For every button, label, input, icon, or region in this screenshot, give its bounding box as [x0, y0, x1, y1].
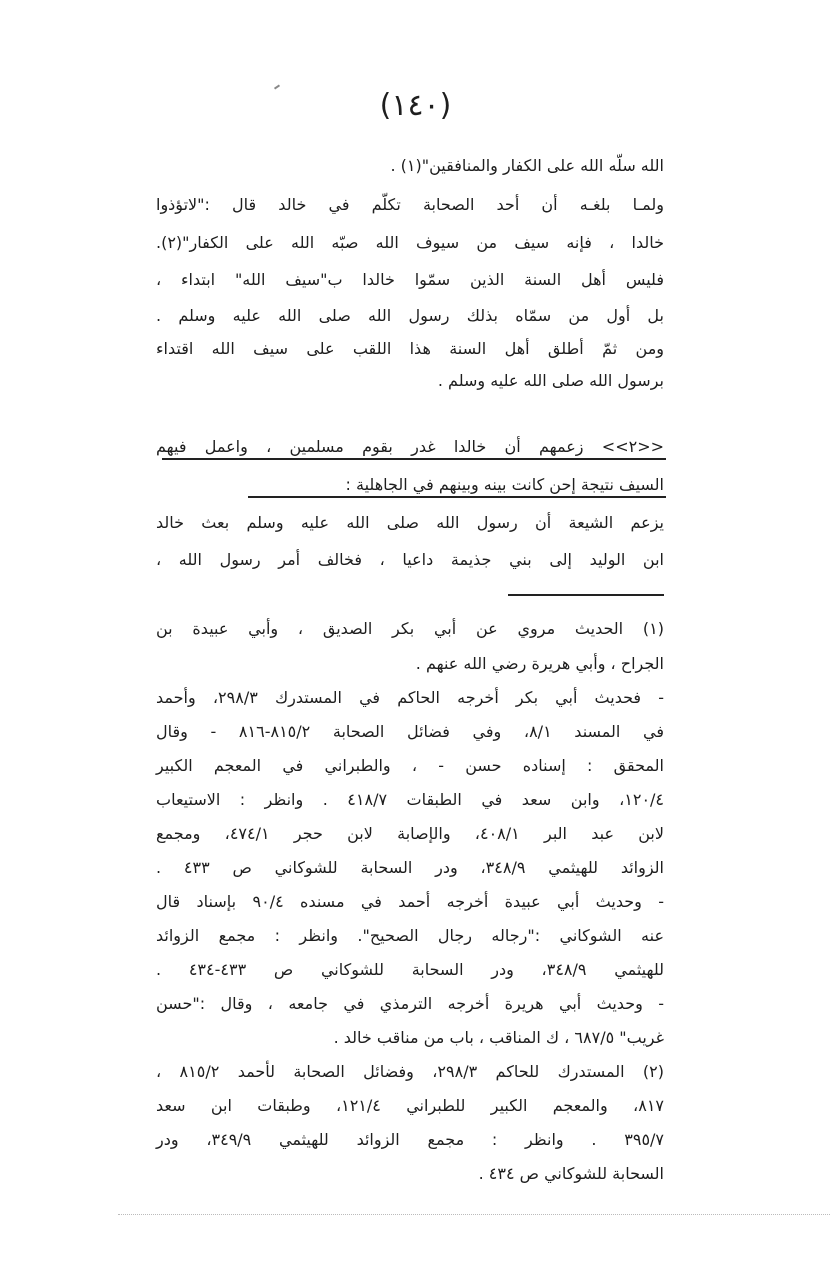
page-number: (١٤٠) — [379, 88, 452, 123]
section-heading-line: السيف نتيجة إحن كانت بينه وبينهم في الجاهلية : — [345, 475, 664, 494]
footnote-line: الزوائد للهيثمي ٣٤٨/٩، ودر السحابة للشوكاني ص ٤٣٣ . — [156, 858, 665, 877]
body-line: بل أول من سمّاه بذلك رسول الله صلى الله عليه وسلم . — [156, 306, 664, 325]
footnote-line: (٢) المستدرك للحاكم ٢٩٨/٣، وفضائل الصحابة لأحمد ٨١٥/٢ ، — [156, 1062, 665, 1081]
body-line: فليس أهل السنة الذين سمّوا خالدا ب"سيف الله" ابتداء ، — [156, 270, 664, 289]
footnote-line: - فحديث أبي بكر أخرجه الحاكم في المستدرك ٢٩٨/٣، وأحمد — [156, 688, 664, 707]
footnote-line: - وحديث أبي عبيدة أخرجه أحمد في مسنده ٩٠/٤ بإسناد قال — [156, 892, 664, 911]
footnote-line: في المسند ٨/١، وفي فضائل الصحابة ٨١٥/٢-٨١٦ - وقال — [156, 722, 664, 741]
section-heading-line: <<٢>> زعمهم أن خالدا غدر بقوم مسلمين ، واعمل فيهم — [156, 437, 664, 456]
footnote-line: عنه الشوكاني :"رجاله رجال الصحيح". وانظر : مجمع الزوائد — [156, 926, 664, 945]
section-line: ابن الوليد إلى بني جذيمة داعيا ، فخالف أمر رسول الله ، — [156, 550, 664, 569]
scan-edge-dots — [118, 1214, 831, 1216]
section-line: يزعم الشيعة أن رسول الله صلى الله عليه وسلم بعث خالد — [156, 513, 664, 532]
footnote-line: لابن عبد البر ٤٠٨/١، والإصابة لابن حجر ٤٧٤/١، ومجمع — [156, 824, 664, 843]
body-line: برسول الله صلى الله عليه وسلم . — [437, 371, 664, 390]
footnote-line: السحابة للشوكاني ص ٤٣٤ . — [478, 1164, 664, 1183]
footnote-line: الجراح ، وأبي هريرة رضي الله عنهم . — [415, 654, 664, 673]
body-line: ومن ثمّ أطلق أهل السنة هذا اللقب على سيف الله اقتداء — [156, 339, 664, 358]
footnote-line: غريب" ٦٨٧/٥ ، ك المناقب ، باب من مناقب خالد . — [333, 1028, 664, 1047]
footnote-line: (١) الحديث مروي عن أبي بكر الصديق ، وأبي عبيدة بن — [156, 619, 664, 638]
footnote-separator — [508, 594, 664, 596]
body-line: ولمـا بلغـه أن أحد الصحابة تكلّم في خالد قال :"لاتؤذوا — [156, 195, 664, 214]
heading-underline — [248, 496, 666, 498]
footnote-line: - وحديث أبي هريرة أخرجه الترمذي في جامعه ، وقال :"حسن — [156, 994, 664, 1013]
footnote-line: ٣٩٥/٧ . وانظر : مجمع الزوائد للهيثمي ٣٤٩/٩، ودر — [156, 1130, 665, 1149]
heading-underline — [162, 458, 666, 460]
footnote-line: ٨١٧، والمعجم الكبير للطبراني ١٢١/٤، وطبقات ابن سعد — [156, 1096, 665, 1115]
footnote-line: المحقق : إسناده حسن - ، والطبراني في المعجم الكبير — [156, 756, 664, 775]
footnote-line: للهيثمي ٣٤٨/٩، ودر السحابة للشوكاني ص ٤٣٣-٤٣٤ . — [156, 960, 665, 979]
body-line: الله سلّه الله على الكفار والمنافقين"(١) . — [390, 156, 664, 175]
footnote-line: ١٢٠/٤، وابن سعد في الطبقات ٤١٨/٧ . وانظر : الاستيعاب — [156, 790, 665, 809]
body-line: خالدا ، فإنه سيف من سيوف الله صبّه الله على الكفار"(٢). — [156, 233, 664, 252]
